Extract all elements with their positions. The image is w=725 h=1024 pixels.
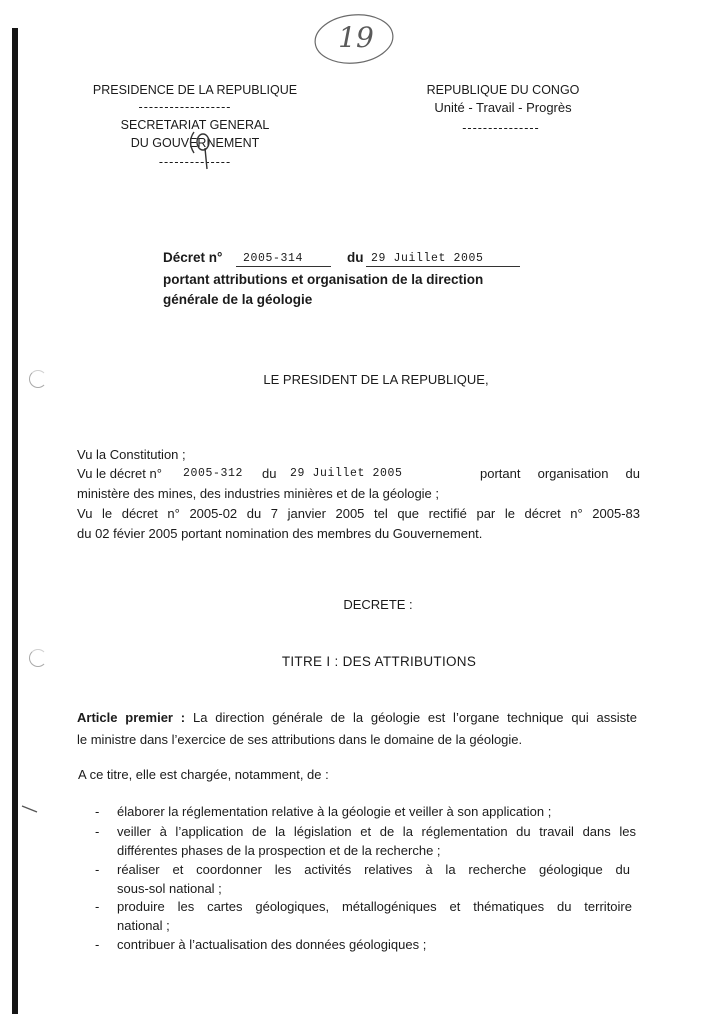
punch-hole-mark bbox=[29, 649, 47, 667]
header-motto: Unité - Travail - Progrès bbox=[434, 100, 572, 115]
list-item-continuation: sous-sol national ; bbox=[117, 881, 222, 896]
decree-date: 29 Juillet 2005 bbox=[371, 252, 484, 265]
list-item-continuation: différentes phases de la prospection et de la recherche ; bbox=[117, 843, 441, 858]
visa-government-line: Vu le décret n° 2005-02 du 7 janvier 2005 tel que rectifié par le décret n° 2005-83 bbox=[77, 506, 640, 521]
list-bullet: - bbox=[95, 804, 100, 819]
decree-date-underline bbox=[366, 266, 520, 267]
visa-constitution: Vu la Constitution ; bbox=[77, 447, 186, 462]
margin-tick-mark bbox=[20, 803, 40, 815]
visa-decree-date: 29 Juillet 2005 bbox=[290, 467, 403, 480]
decree-number-underline bbox=[236, 266, 331, 267]
list-bullet: - bbox=[95, 899, 100, 914]
list-item-continuation: national ; bbox=[117, 918, 170, 933]
list-item: produire les cartes géologiques, métallogéniques et thématiques du territoire bbox=[117, 899, 632, 914]
visa-decree-suffix: portant organisation du bbox=[480, 466, 640, 481]
list-item: réaliser et coordonner les activités relatives à la recherche géologique du bbox=[117, 862, 630, 877]
handwritten-mark bbox=[182, 127, 222, 173]
visa-decree-continuation: ministère des mines, des industries minières et de la géologie ; bbox=[77, 486, 440, 501]
decree-label: Décret n° bbox=[163, 250, 223, 265]
decree-subject-line: générale de la géologie bbox=[163, 292, 313, 307]
header-right-separator: --------------- bbox=[462, 121, 540, 135]
list-bullet: - bbox=[95, 862, 100, 877]
header-gouvernement: DU GOUVERNEMENT bbox=[130, 136, 260, 150]
decrete-heading: DECRETE : bbox=[343, 597, 413, 612]
header-secretariat: SECRETARIAT GENERAL bbox=[120, 118, 270, 132]
header-left-separator: -------------- bbox=[158, 155, 232, 169]
article-text: La direction générale de la géologie est l’organe technique qui assiste bbox=[192, 710, 637, 725]
handwritten-page-number: 19 bbox=[338, 21, 374, 54]
visa-government-line: du 02 févier 2005 portant nomination des membres du Gouvernement. bbox=[77, 526, 483, 541]
title-heading: TITRE I : DES ATTRIBUTIONS bbox=[281, 654, 477, 669]
binding-edge-line bbox=[12, 28, 18, 1014]
visa-decree-prefix: Vu le décret n° bbox=[77, 466, 162, 481]
visa-decree-number: 2005-312 bbox=[183, 467, 244, 480]
punch-hole-mark bbox=[29, 370, 47, 388]
list-item: veiller à l’application de la législation et de la réglementation du travail dans les bbox=[117, 824, 636, 839]
decree-subject-line: portant attributions et organisation de la direction bbox=[163, 272, 484, 287]
list-bullet: - bbox=[95, 824, 100, 839]
article-label: Article premier : bbox=[77, 710, 186, 725]
article-intro: A ce titre, elle est chargée, notamment, de : bbox=[78, 767, 329, 782]
header-presidence: PRESIDENCE DE LA REPUBLIQUE bbox=[92, 83, 298, 97]
decree-number: 2005-314 bbox=[243, 252, 304, 265]
list-bullet: - bbox=[95, 937, 100, 952]
list-item: élaborer la réglementation relative à la géologie et veiller à son application ; bbox=[117, 804, 552, 819]
visa-decree-date-prefix: du bbox=[262, 466, 277, 481]
list-item: contribuer à l’actualisation des données géologiques ; bbox=[117, 937, 427, 952]
decree-date-prefix: du bbox=[347, 250, 364, 265]
president-heading: LE PRESIDENT DE LA REPUBLIQUE, bbox=[263, 372, 489, 387]
header-republique: REPUBLIQUE DU CONGO bbox=[426, 83, 580, 97]
article-first-line bbox=[77, 710, 637, 726]
header-left-separator: ------------------ bbox=[138, 100, 232, 114]
article-line: le ministre dans l’exercice de ses attributions dans le domaine de la géologie. bbox=[77, 732, 523, 747]
